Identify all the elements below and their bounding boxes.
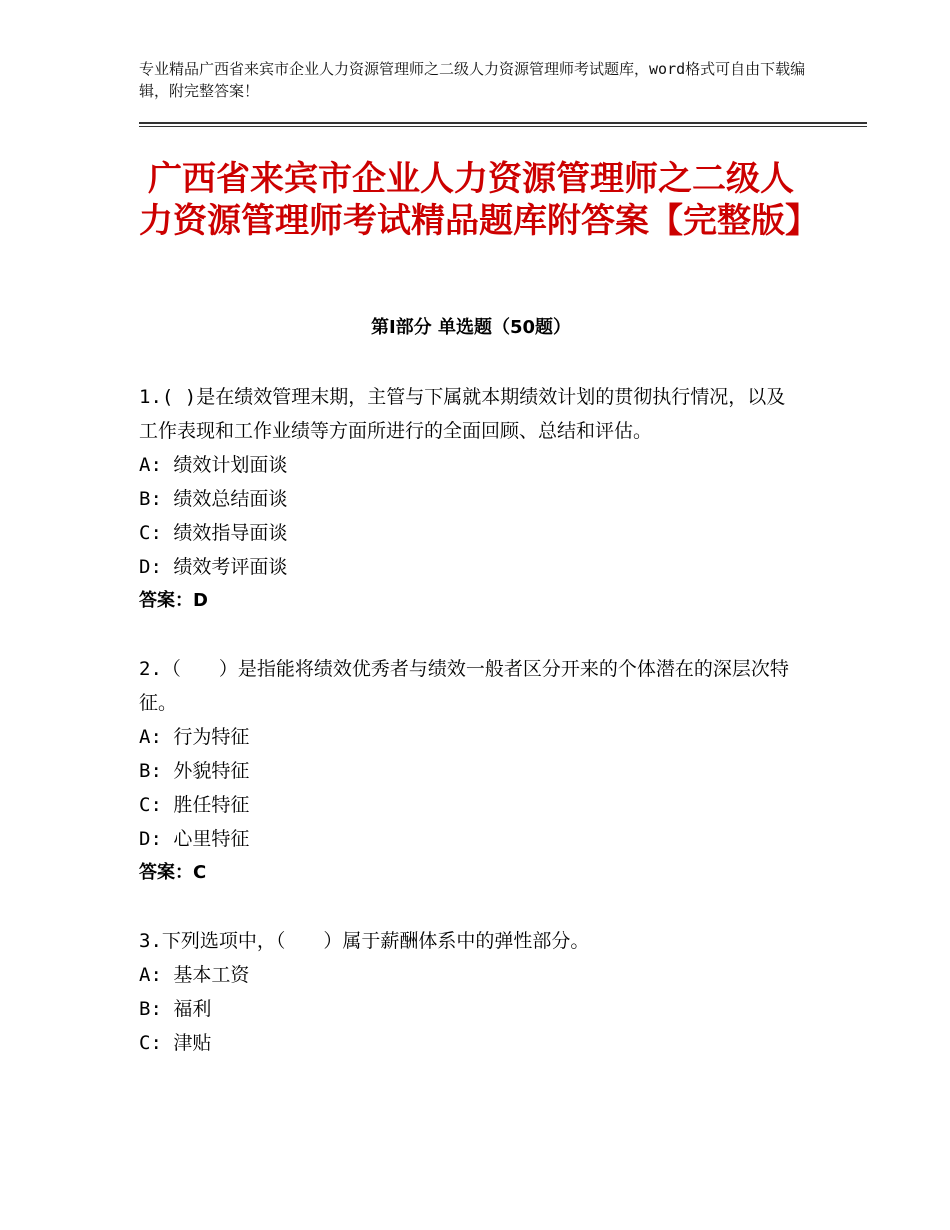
option-a: A: 绩效计划面谈 (139, 454, 288, 476)
option-a: A: 基本工资 (139, 964, 250, 986)
header-divider-thin (139, 126, 867, 127)
question-3 (139, 924, 803, 1060)
question-stem: 3.下列选项中，（ ）属于薪酬体系中的弹性部分。 (139, 930, 590, 952)
question-list (139, 380, 803, 1094)
header-divider-thick (139, 122, 867, 124)
option-b: B: 绩效总结面谈 (139, 488, 288, 510)
option-b: B: 福利 (139, 998, 212, 1020)
question-stem: 2.（ ）是指能将绩效优秀者与绩效一般者区分开来的个体潜在的深层次特征。 (139, 658, 789, 714)
option-b: B: 外貌特征 (139, 760, 250, 782)
answer: 答案：C (139, 862, 207, 883)
section-heading: 第Ⅰ部分 单选题（50题） (370, 317, 571, 338)
option-a: A: 行为特征 (139, 726, 250, 748)
option-d: D: 心里特征 (139, 828, 250, 850)
question-stem: 1.( )是在绩效管理末期，主管与下属就本期绩效计划的贯彻执行情况，以及工作表现和工作业绩等方面所进行的全面回顾、总结和评估。 (139, 386, 786, 442)
option-c: C: 胜任特征 (139, 794, 250, 816)
answer: 答案：D (139, 590, 208, 611)
option-c: C: 绩效指导面谈 (139, 522, 288, 544)
question-2 (139, 652, 803, 890)
option-d: D: 绩效考评面谈 (139, 556, 288, 578)
question-1 (139, 380, 803, 618)
header-note: 专业精品广西省来宾市企业人力资源管理师之二级人力资源管理师考试题库，word格式可自由下载编辑，附完整答案！ (139, 60, 806, 100)
document-title: 广西省来宾市企业人力资源管理师之二级人力资源管理师考试精品题库附答案【完整版】 (139, 159, 819, 241)
option-c: C: 津贴 (139, 1032, 212, 1054)
